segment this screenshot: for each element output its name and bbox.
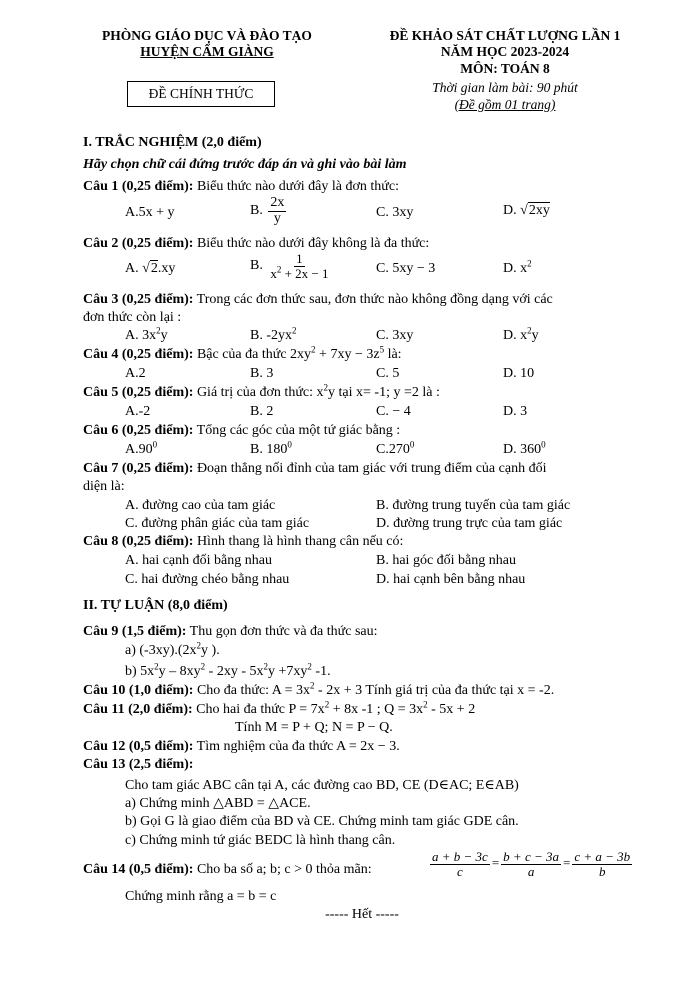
- q3-option-c: C. 3xy: [376, 328, 414, 343]
- q7-text: Đoạn thẳng nối đỉnh của tam giác với trung điểm của cạnh đối: [193, 461, 547, 476]
- q2-d-label: D. x: [503, 261, 528, 276]
- question-5: [83, 382, 440, 401]
- q8-option-d: D. hai cạnh bên bằng nhau: [376, 572, 526, 587]
- q2-b-den: [268, 264, 330, 281]
- q2-a-tail: .xy: [157, 261, 176, 276]
- q2-option-c: C. 5xy − 3: [376, 261, 436, 276]
- q9-b-s2: 2: [200, 661, 206, 672]
- section-2-title: II. TỰ LUẬN (8,0 điểm): [83, 598, 228, 613]
- q9-a-t1: a) (-3xy).(2x: [125, 643, 197, 658]
- q4-t2: + 7xy − 3z: [315, 347, 380, 362]
- q11-line-2: Tính M = P + Q; N = P − Q.: [235, 720, 393, 735]
- q9-a-t2: y ).: [201, 643, 220, 658]
- q1-label: Câu 1 (0,25 điểm):: [83, 179, 194, 194]
- q9-b-s4: 2: [307, 661, 312, 672]
- q9-b-t1: b) 5x: [125, 664, 155, 679]
- q6-option-d: [503, 439, 546, 458]
- q14-eq-1: =: [491, 855, 500, 871]
- q6-d-deg: 0: [541, 439, 546, 450]
- q9-b-s1: 2: [154, 661, 159, 672]
- district-name: [72, 44, 342, 60]
- q5-option-d: D. 3: [503, 404, 528, 419]
- q2-a-label: A.: [125, 261, 139, 276]
- q7-option-c: C. đường phân giác của tam giác: [125, 516, 310, 531]
- q13-part-a: a) Chứng minh △ABD = △ACE.: [125, 796, 311, 811]
- q9-part-b: [125, 661, 331, 680]
- q9-b-t2: y – 8xy: [158, 664, 201, 679]
- sqrt-symbol: √: [520, 203, 528, 218]
- q3-d-post: y: [531, 328, 539, 343]
- q14-fraction-1: [430, 850, 490, 878]
- exam-time: Thời gian làm bài: 90 phút: [432, 80, 578, 95]
- q2-option-a: [125, 261, 175, 277]
- q3-label: Câu 3 (0,25 điểm):: [83, 292, 194, 307]
- q6-b-text: B. 180: [250, 442, 288, 457]
- exam-title: ĐỀ KHẢO SÁT CHẤT LƯỢNG LẦN 1: [389, 28, 621, 43]
- q10-t1: Cho đa thức: A = 3x: [193, 683, 311, 698]
- q1-b-den: y: [273, 210, 281, 226]
- q5-option-a: A.-2: [125, 404, 151, 419]
- page-count-text: (Đề gồm 01 trang): [454, 97, 556, 112]
- q6-option-c: [376, 439, 415, 458]
- section-1-title: I. TRẮC NGHIỆM (2,0 điểm): [83, 135, 262, 150]
- q5-t2: y tại x= -1; y =2 là :: [328, 385, 440, 400]
- q5-option-c: C. − 4: [376, 404, 411, 419]
- q1-d-label: D.: [503, 203, 517, 218]
- q10-label: Câu 10 (1,0 điểm):: [83, 683, 194, 698]
- q1-b-num: 2x: [270, 195, 285, 210]
- q8-text: Hình thang là hình thang cân nếu có:: [193, 534, 404, 549]
- question-3: [83, 292, 553, 308]
- department-name: PHÒNG GIÁO DỤC VÀ ĐÀO TẠO: [102, 28, 312, 43]
- q1-option-d: [503, 203, 550, 219]
- q9-part-a: [125, 640, 220, 659]
- q2-d-sup: 2: [527, 258, 532, 269]
- q5-t1: Giá trị của đơn thức: x: [193, 385, 324, 400]
- q9-label: Câu 9 (1,5 điểm):: [83, 624, 187, 639]
- q1-option-a: A.5x + y: [125, 205, 175, 220]
- q14-text: Cho ba số a; b; c > 0 thỏa mãn:: [193, 862, 372, 877]
- q14-fraction-3: [572, 850, 632, 878]
- official-exam-box: [127, 81, 275, 107]
- q9-a-s1: 2: [196, 640, 202, 651]
- q3-b-sup: 2: [292, 325, 297, 336]
- q10-t2: - 2x + 3 Tính giá trị của đa thức tại x = -2.: [314, 683, 555, 698]
- official-exam-label: ĐỀ CHÍNH THỨC: [148, 86, 254, 101]
- q14-f1-num: a + b − 3c: [432, 849, 488, 864]
- question-12: [83, 739, 400, 755]
- q1-option-b: [250, 196, 288, 226]
- school-year: NĂM HỌC 2023-2024: [440, 44, 570, 59]
- q9-b-t4: y +7xy: [268, 664, 308, 679]
- q4-s2: 5: [379, 344, 385, 355]
- question-7: [83, 461, 546, 477]
- q9-text: Thu gọn đơn thức và đa thức sau:: [186, 624, 378, 639]
- q6-a-deg: 0: [152, 439, 158, 450]
- q6-b-deg: 0: [287, 439, 292, 450]
- q1-text: Biểu thức nào dưới đây là đơn thức:: [193, 179, 399, 194]
- q11-s1: 2: [324, 699, 330, 710]
- question-11: [83, 699, 476, 718]
- q10-s1: 2: [310, 680, 315, 691]
- q6-option-b: [250, 439, 292, 458]
- q13-intro: Cho tam giác ABC cân tại A, các đường cao BD, CE (D∈AC; E∈AB): [125, 778, 519, 793]
- q3-b-pre: B. -2yx: [250, 328, 292, 343]
- q9-b-t3: - 2xy - 5x: [205, 664, 264, 679]
- q5-option-b: B. 2: [250, 404, 274, 419]
- q14-equation: [428, 850, 634, 878]
- q3-option-b: [250, 325, 297, 344]
- q3-a-sup: 2: [156, 325, 161, 336]
- q14-label: Câu 14 (0,5 điểm):: [83, 862, 194, 877]
- q9-b-s3: 2: [263, 661, 268, 672]
- q3-a-pre: A. 3x: [125, 328, 157, 343]
- q6-c-text: C.270: [376, 442, 410, 457]
- question-4: [83, 344, 402, 363]
- q13-part-b: b) Gọi G là giao điểm của BD và CE. Chứng minh tam giác GDE cân.: [125, 814, 519, 829]
- q2-text: Biểu thức nào dưới đây không là đa thức:: [193, 236, 430, 251]
- q2-option-b: [250, 252, 333, 280]
- q9-b-t5: -1.: [311, 664, 331, 679]
- q14-f2-den: a: [527, 863, 535, 879]
- q2-b-num: 1: [296, 251, 303, 266]
- q7-label: Câu 7 (0,25 điểm):: [83, 461, 194, 476]
- q14-f2-num: b + c − 3a: [503, 849, 559, 864]
- q4-label: Câu 4 (0,25 điểm):: [83, 347, 194, 362]
- q6-c-deg: 0: [409, 439, 415, 450]
- page-count: [360, 97, 650, 113]
- q6-a-text: A.90: [125, 442, 153, 457]
- q8-option-a: A. hai cạnh đối bằng nhau: [125, 553, 272, 568]
- q2-option-d: [503, 258, 532, 277]
- question-7-cont: diện là:: [83, 479, 125, 494]
- q4-option-c: C. 5: [376, 366, 400, 381]
- q6-option-a: [125, 439, 158, 458]
- q1-b-fraction: [268, 196, 286, 226]
- q1-d-radicand: 2xy: [528, 203, 550, 218]
- q3-text: Trong các đơn thức sau, đơn thức nào không đồng dạng với các: [193, 292, 553, 307]
- q2-b-den-sup: 2: [276, 264, 282, 275]
- q5-s1: 2: [323, 382, 329, 393]
- q1-option-c: C. 3xy: [376, 205, 414, 220]
- q4-s1: 2: [311, 344, 316, 355]
- q2-b-label: B.: [250, 258, 263, 274]
- q5-label: Câu 5 (0,25 điểm):: [83, 385, 194, 400]
- q3-option-d: [503, 325, 539, 344]
- q2-b-den-tail: + 2x − 1: [281, 265, 329, 281]
- q6-label: Câu 6 (0,25 điểm):: [83, 423, 194, 438]
- question-3-cont: đơn thức còn lại :: [83, 310, 182, 325]
- question-13: Câu 13 (2,5 điểm):: [83, 757, 194, 772]
- q13-part-c: c) Chứng minh tứ giác BEDC là hình thang cân.: [125, 833, 396, 848]
- q3-d-pre: D. x: [503, 328, 528, 343]
- q8-label: Câu 8 (0,25 điểm):: [83, 534, 194, 549]
- q14-eq-2: =: [563, 855, 571, 871]
- question-2: [83, 236, 429, 252]
- q14-fraction-2: [501, 850, 561, 878]
- q8-option-c: C. hai đường chéo bằng nhau: [125, 572, 290, 587]
- q14-conclusion: Chứng minh rằng a = b = c: [125, 889, 277, 904]
- question-6: [83, 423, 400, 439]
- q2-a-radicand: 2: [150, 261, 158, 276]
- sqrt-symbol: √: [142, 261, 150, 276]
- q6-d-text: D. 360: [503, 442, 542, 457]
- q6-text: Tổng các góc của một tứ giác bằng :: [193, 423, 401, 438]
- end-marker: ----- Hết -----: [325, 907, 399, 922]
- q7-option-b: B. đường trung tuyến của tam giác: [376, 498, 571, 513]
- q4-t3: là:: [384, 347, 402, 362]
- q11-t1: Cho hai đa thức P = 7x: [192, 702, 325, 717]
- q1-b-label: B.: [250, 203, 263, 219]
- q3-a-post: y: [160, 328, 168, 343]
- q14-f3-den: b: [599, 863, 606, 879]
- q2-b-fraction: [268, 252, 330, 280]
- section-1-instruction: Hãy chọn chữ cái đứng trước đáp án và ghi vào bài làm: [83, 157, 407, 172]
- q12-text: Tìm nghiệm của đa thức A = 2x − 3.: [193, 739, 400, 754]
- q11-t3: - 5x + 2: [427, 702, 476, 717]
- q11-s2: 2: [423, 699, 428, 710]
- q14-f1-den: c: [457, 863, 463, 879]
- question-9: [83, 624, 378, 640]
- q12-label: Câu 12 (0,5 điểm):: [83, 739, 194, 754]
- q7-option-d: D. đường trung trực của tam giác: [376, 516, 563, 531]
- question-14: [83, 862, 372, 878]
- q14-f3-num: c + a − 3b: [574, 849, 631, 864]
- question-1: [83, 179, 399, 195]
- q4-option-a: A.2: [125, 366, 146, 381]
- q2-b-den-x: x: [270, 265, 277, 281]
- q4-t1: Bậc của đa thức 2xy: [193, 347, 312, 362]
- q11-label: Câu 11 (2,0 điểm):: [83, 702, 193, 717]
- q11-t2: + 8x -1 ; Q = 3x: [329, 702, 424, 717]
- q4-option-d: D. 10: [503, 366, 535, 381]
- question-8: [83, 534, 403, 550]
- subject: MÔN: TOÁN 8: [460, 61, 550, 76]
- district-name-text: HUYỆN CẨM GIÀNG: [140, 44, 274, 59]
- q4-option-b: B. 3: [250, 366, 274, 381]
- q8-option-b: B. hai góc đối bằng nhau: [376, 553, 516, 568]
- q2-label: Câu 2 (0,25 điểm):: [83, 236, 194, 251]
- q3-d-sup: 2: [527, 325, 532, 336]
- question-10: [83, 680, 555, 699]
- q7-option-a: A. đường cao của tam giác: [125, 498, 276, 513]
- q3-option-a: [125, 325, 168, 344]
